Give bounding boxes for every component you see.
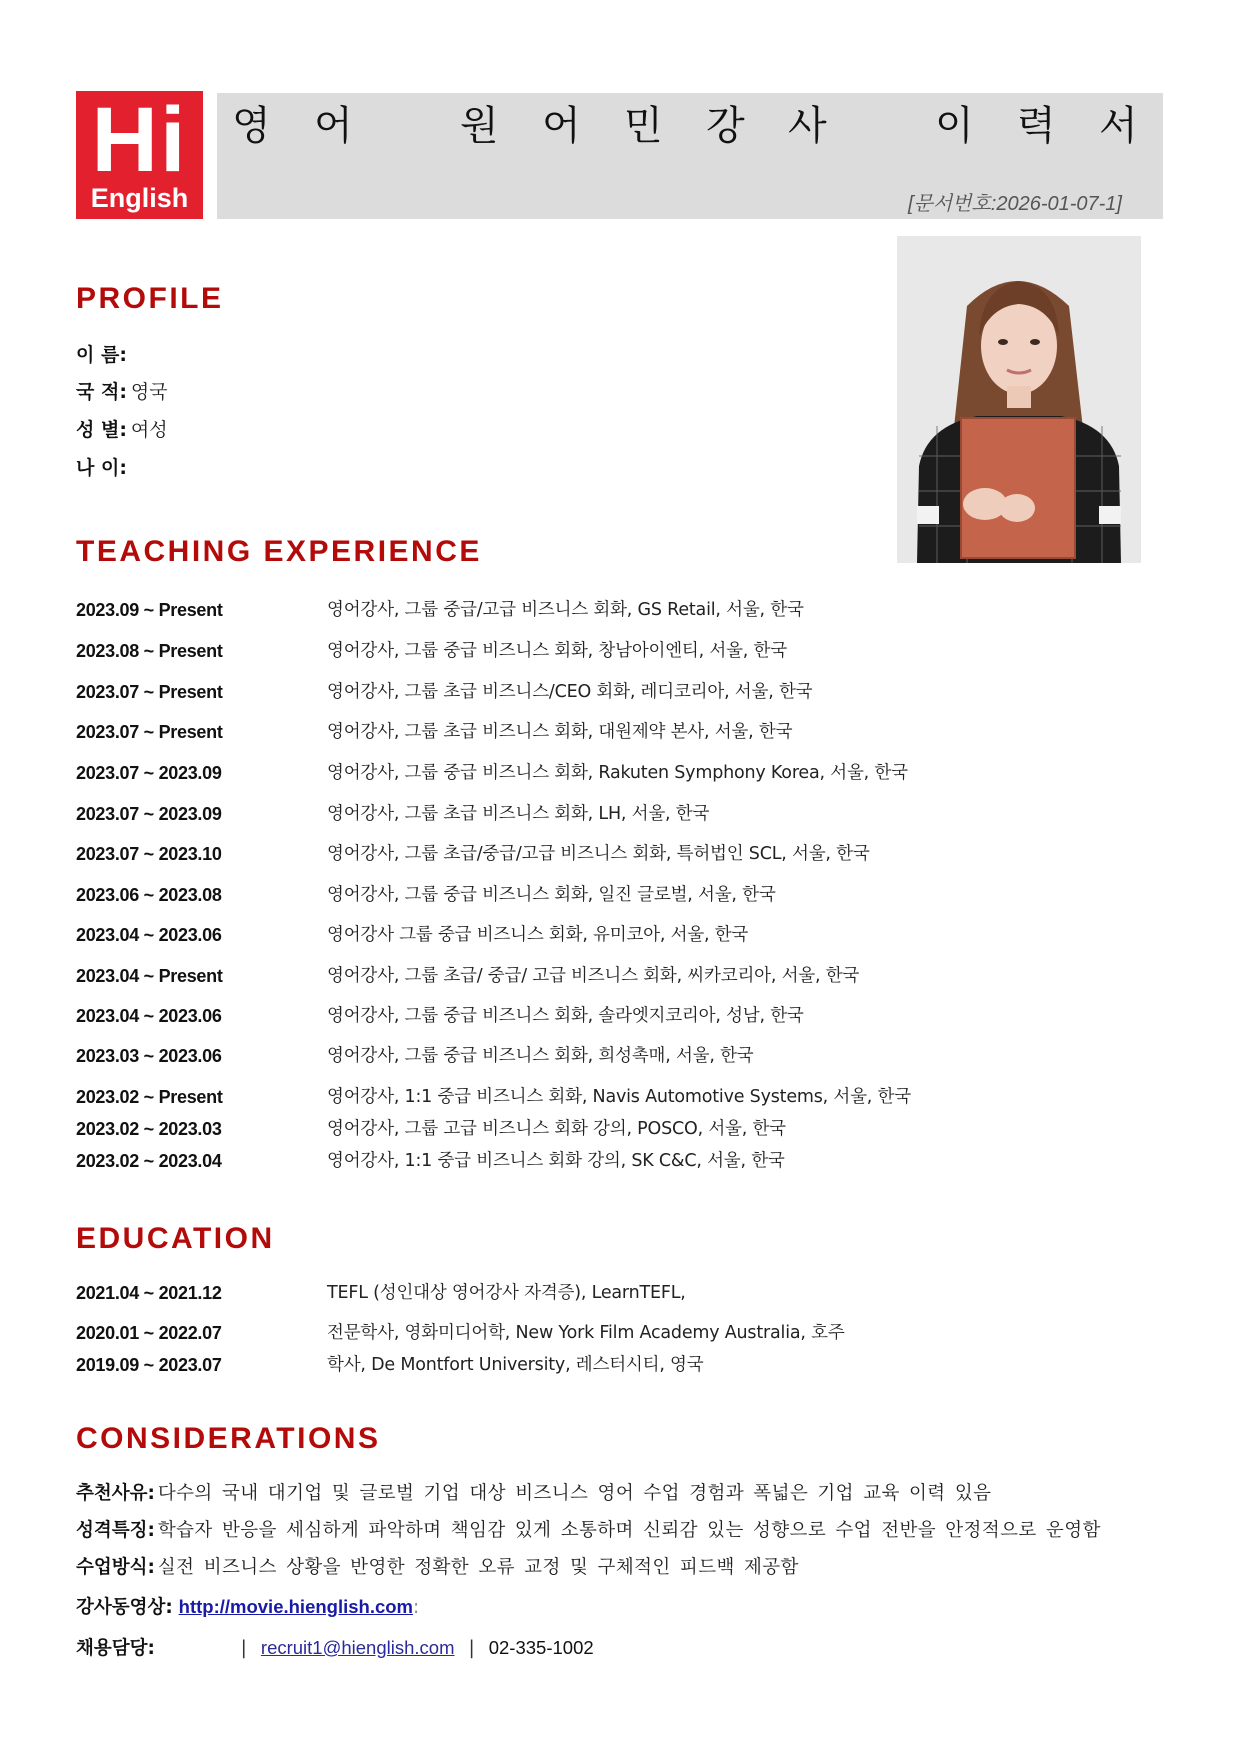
video-link-suffix: : bbox=[413, 1597, 420, 1618]
consider-value: 학습자 반응을 세심하게 파악하며 책임감 있게 소통하며 신뢰감 있는 성향으로 수업 전반을 안정적으로 운영함 bbox=[157, 1520, 1101, 1541]
education-desc: 전문학사, 영화미디어학, New York Film Academy Australia, 호주 bbox=[327, 1323, 845, 1343]
experience-period: 2023.02 ~ Present bbox=[76, 1087, 223, 1107]
experience-desc: 영어강사, 그룹 초급 비즈니스 회화, 대원제약 본사, 서울, 한국 bbox=[327, 722, 793, 742]
title-char: 이 bbox=[935, 103, 974, 149]
experience-period: 2023.07 ~ 2023.09 bbox=[76, 763, 222, 783]
experience-row bbox=[76, 882, 1076, 908]
recommendation-reason bbox=[76, 1481, 991, 1507]
experience-desc: 영어강사, 그룹 중급 비즈니스 회화, 솔라엣지코리아, 성남, 한국 bbox=[327, 1006, 804, 1026]
experience-desc: 영어강사, 그룹 초급/ 중급/ 고급 비즈니스 회화, 씨카코리아, 서울, 한국 bbox=[327, 966, 860, 986]
recruiter-phone: 02-335-1002 bbox=[488, 1637, 594, 1658]
education-row bbox=[76, 1320, 1076, 1346]
profile-label: 국 적: bbox=[76, 381, 127, 403]
education-period: 2020.01 ~ 2022.07 bbox=[76, 1323, 222, 1343]
experience-row bbox=[76, 638, 1076, 664]
title-char: 어 bbox=[542, 103, 581, 149]
experience-period: 2023.07 ~ Present bbox=[76, 682, 223, 702]
experience-row bbox=[76, 922, 1076, 948]
education-desc: 학사, De Montfort University, 레스터시티, 영국 bbox=[327, 1355, 704, 1375]
experience-desc: 영어강사, 그룹 초급 비즈니스/CEO 회화, 레디코리아, 서울, 한국 bbox=[327, 682, 813, 702]
experience-period: 2023.07 ~ 2023.10 bbox=[76, 844, 222, 864]
consider-label: 성격특징: bbox=[76, 1520, 155, 1541]
profile-value: 영국 bbox=[130, 381, 168, 403]
profile-value: 여성 bbox=[130, 419, 168, 441]
title-char: 력 bbox=[1017, 103, 1056, 149]
experience-row bbox=[76, 760, 1076, 786]
personality-traits bbox=[76, 1518, 1101, 1544]
experience-period: 2023.07 ~ 2023.09 bbox=[76, 804, 222, 824]
title-char: 민 bbox=[624, 103, 663, 149]
education-desc: TEFL (성인대상 영어강사 자격증), LearnTEFL, bbox=[327, 1283, 686, 1303]
experience-desc: 영어강사 그룹 중급 비즈니스 회화, 유미코아, 서울, 한국 bbox=[327, 925, 749, 945]
experience-desc: 영어강사, 그룹 중급 비즈니스 회화, Rakuten Symphony Korea, 서울, 한국 bbox=[327, 763, 908, 783]
experience-desc: 영어강사, 그룹 초급/중급/고급 비즈니스 회화, 특허법인 SCL, 서울, 한국 bbox=[327, 844, 870, 864]
profile-name bbox=[76, 343, 131, 367]
experience-desc: 영어강사, 그룹 고급 비즈니스 회화 강의, POSCO, 서울, 한국 bbox=[327, 1119, 786, 1139]
education-row bbox=[76, 1352, 1076, 1378]
video-link[interactable]: http://movie.hienglish.com bbox=[178, 1596, 414, 1617]
experience-period: 2023.09 ~ Present bbox=[76, 600, 223, 620]
experience-period: 2023.08 ~ Present bbox=[76, 641, 223, 661]
instructor-video bbox=[76, 1594, 419, 1621]
recruiter-contact bbox=[76, 1635, 594, 1662]
experience-desc: 영어강사, 1:1 중급 비즈니스 회화 강의, SK C&C, 서울, 한국 bbox=[327, 1151, 785, 1171]
profile-age bbox=[76, 456, 131, 480]
experience-desc: 영어강사, 그룹 초급 비즈니스 회화, LH, 서울, 한국 bbox=[327, 804, 710, 824]
experience-row bbox=[76, 841, 1076, 867]
section-heading-education: EDUCATION bbox=[76, 1222, 275, 1255]
experience-row bbox=[76, 1043, 1076, 1069]
experience-period: 2023.03 ~ 2023.06 bbox=[76, 1046, 222, 1066]
experience-row bbox=[76, 719, 1076, 745]
consider-label: 채용담당: bbox=[76, 1638, 155, 1659]
title-char: 영 bbox=[232, 103, 271, 149]
experience-row bbox=[76, 597, 1076, 623]
consider-value: 실전 비즈니스 상황을 반영한 정확한 오류 교정 및 구체적인 피드백 제공함 bbox=[157, 1557, 799, 1578]
experience-period: 2023.04 ~ 2023.06 bbox=[76, 1006, 222, 1026]
consider-label: 강사동영상: bbox=[76, 1597, 173, 1618]
experience-period: 2023.04 ~ Present bbox=[76, 966, 223, 986]
logo-hi-text: Hi bbox=[91, 89, 188, 191]
profile-gender bbox=[76, 418, 168, 442]
experience-row bbox=[76, 1003, 1076, 1029]
profile-label: 성 별: bbox=[76, 419, 127, 441]
consider-label: 수업방식: bbox=[76, 1557, 155, 1578]
recruiter-email-link[interactable]: recruit1@hienglish.com bbox=[260, 1637, 455, 1658]
experience-desc: 영어강사, 그룹 중급/고급 비즈니스 회화, GS Retail, 서울, 한국 bbox=[327, 600, 804, 620]
experience-period: 2023.04 ~ 2023.06 bbox=[76, 925, 222, 945]
document-number: [문서번호:2026-01-07-1] bbox=[907, 193, 1122, 215]
experience-row bbox=[76, 679, 1076, 705]
separator: | bbox=[240, 1638, 247, 1659]
experience-row bbox=[76, 1116, 1076, 1142]
experience-desc: 영어강사, 그룹 중급 비즈니스 회화, 희성촉매, 서울, 한국 bbox=[327, 1046, 754, 1066]
experience-period: 2023.06 ~ 2023.08 bbox=[76, 885, 222, 905]
profile-nationality bbox=[76, 380, 168, 404]
experience-desc: 영어강사, 그룹 중급 비즈니스 회화, 창남아이엔티, 서울, 한국 bbox=[327, 641, 787, 661]
instructor-photo bbox=[897, 236, 1141, 563]
section-heading-teaching-experience: TEACHING EXPERIENCE bbox=[76, 535, 482, 568]
profile-label: 이 름: bbox=[76, 344, 127, 366]
education-row bbox=[76, 1280, 1076, 1306]
title-char: 강 bbox=[706, 103, 745, 149]
separator: | bbox=[468, 1638, 475, 1659]
section-heading-considerations: CONSIDERATIONS bbox=[76, 1422, 381, 1455]
consider-value: 다수의 국내 대기업 및 글로벌 기업 대상 비즈니스 영어 수업 경험과 폭넓은 기업 교육 이력 있음 bbox=[157, 1483, 992, 1504]
teaching-style bbox=[76, 1555, 799, 1581]
experience-row bbox=[76, 1148, 1076, 1174]
education-period: 2021.04 ~ 2021.12 bbox=[76, 1283, 222, 1303]
title-char: 서 bbox=[1099, 103, 1138, 149]
title-char: 원 bbox=[460, 103, 499, 149]
education-period: 2019.09 ~ 2023.07 bbox=[76, 1355, 222, 1375]
profile-label: 나 이: bbox=[76, 457, 127, 479]
experience-period: 2023.07 ~ Present bbox=[76, 722, 223, 742]
experience-row bbox=[76, 801, 1076, 827]
hi-english-logo bbox=[76, 91, 203, 219]
experience-period: 2023.02 ~ 2023.04 bbox=[76, 1151, 222, 1171]
title-char: 어 bbox=[314, 103, 353, 149]
experience-desc: 영어강사, 그룹 중급 비즈니스 회화, 일진 글로벌, 서울, 한국 bbox=[327, 885, 776, 905]
section-heading-profile: PROFILE bbox=[76, 282, 224, 315]
experience-row bbox=[76, 963, 1076, 989]
consider-label: 추천사유: bbox=[76, 1483, 155, 1504]
title-char: 사 bbox=[788, 103, 827, 149]
experience-period: 2023.02 ~ 2023.03 bbox=[76, 1119, 222, 1139]
experience-row bbox=[76, 1084, 1076, 1110]
logo-english-text: English bbox=[90, 183, 189, 213]
experience-desc: 영어강사, 1:1 중급 비즈니스 회화, Navis Automotive Systems, 서울, 한국 bbox=[327, 1087, 911, 1107]
